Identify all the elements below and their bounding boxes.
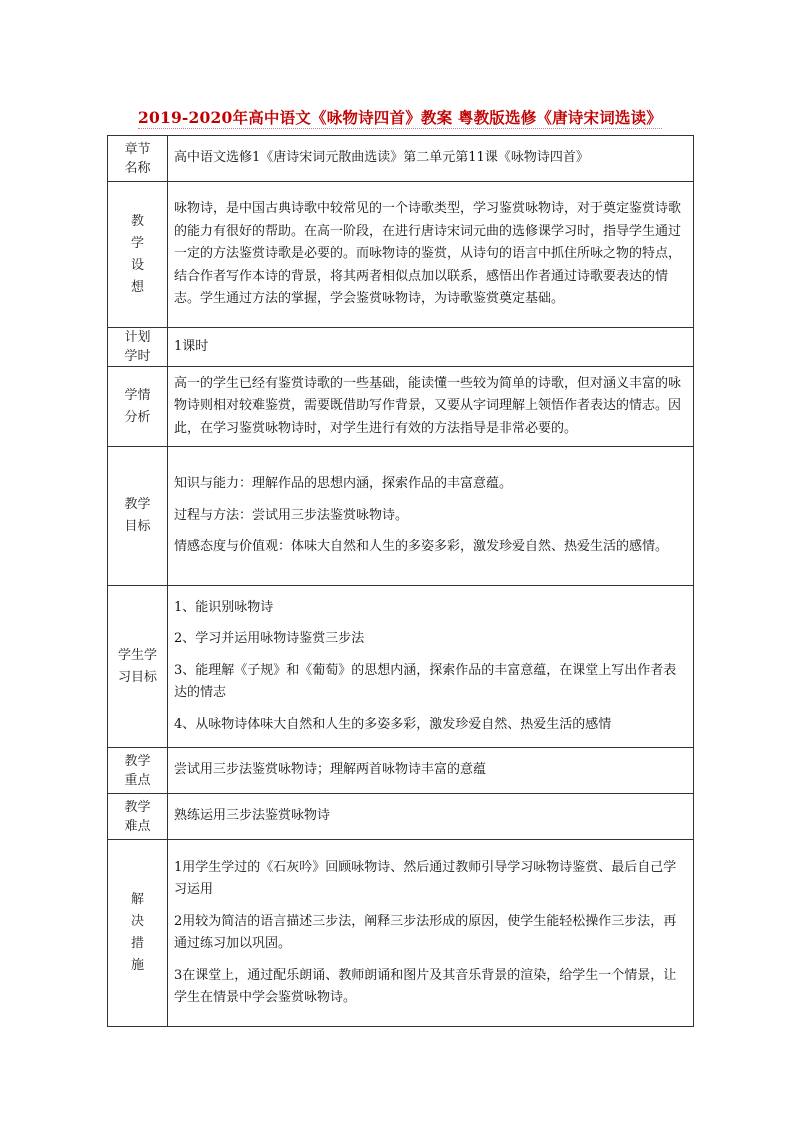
- row-content-design: [168, 182, 694, 328]
- content-paragraph: 高一的学生已经有鉴赏诗歌的一些基础，能读懂一些较为简单的诗歌，但对涵义丰富的咏物诗则相对较难鉴赏，需要既借助写作背景，又要从字词理解上领悟作者表达的情志。因此，在学习鉴赏咏物诗时，对学生进行有效的方法指导是非常必要的。: [174, 375, 682, 436]
- content-paragraph: 2用较为简洁的语言描述三步法，阐释三步法形成的原因，使学生能轻松操作三步法，再通过练习加以巩固。: [174, 913, 677, 951]
- label-line: 解: [130, 892, 144, 907]
- label-line: 目标: [124, 519, 151, 534]
- table-row-analysis: [108, 367, 694, 447]
- row-content-student-goals: [168, 586, 694, 748]
- content-paragraph: 过程与方法：尝试用三步法鉴赏咏物诗。: [174, 507, 409, 523]
- content-paragraph: 知识与能力：理解作品的思想内涵，探索作品的丰富意蕴。: [174, 476, 513, 492]
- content-paragraph: 咏物诗，是中国古典诗歌中较常见的一个诗歌类型，学习鉴赏咏物诗，对于奠定鉴赏诗歌的能力有很好的帮助。在高一阶段，在进行唐诗宋词元曲的选修课学习时，指导学生通过一定的方法鉴赏诗歌是必要的。而咏物诗的鉴赏，从诗句的语言中抓住所咏之物的特点，结合作者写作本诗的背景，将其两者相似点加以联系，感悟出作者通过诗歌要表达的情志。学生通过方法的掌握，学会鉴赏咏物诗，为诗歌鉴赏奠定基础。: [174, 201, 682, 307]
- row-label-student-goals: [108, 586, 168, 748]
- row-content-analysis: [168, 367, 694, 447]
- label-line: 章节: [124, 141, 151, 157]
- content-paragraph: 2、学习并运用咏物诗鉴赏三步法: [174, 631, 365, 647]
- label-line: 教学: [124, 497, 151, 512]
- label-line: 教: [130, 213, 144, 229]
- table-row-chapter: [108, 136, 694, 182]
- content-paragraph: 3、能理解《子规》和《葡萄》的思想内涵，探索作品的丰富意蕴，在课堂上写出作者表达的情志: [174, 662, 677, 701]
- label-line: 难点: [124, 818, 151, 834]
- table-row-student-goals: [108, 586, 694, 748]
- content-paragraph: 1、能识别咏物诗: [174, 599, 274, 615]
- label-line: 分析: [124, 409, 151, 425]
- label-line: 教学: [124, 753, 151, 769]
- row-label-key-points: [108, 748, 168, 794]
- document-title-text: 2019-2020年高中语文《咏物诗四首》教案 粤教版选修《唐诗宋词选读》: [137, 108, 662, 127]
- row-label-hours: [108, 328, 168, 367]
- label-line: 学情: [124, 387, 151, 403]
- row-content-key-points: [168, 748, 694, 794]
- lesson-plan-table: [107, 135, 694, 1027]
- table-row-design: [108, 182, 694, 328]
- row-label-analysis: [108, 367, 168, 447]
- table-row-goals: [108, 447, 694, 586]
- label-line: 想: [130, 279, 144, 295]
- label-line: 措: [130, 936, 144, 951]
- row-label-design: [108, 182, 168, 328]
- table-row-difficulties: [108, 794, 694, 840]
- content-paragraph: 高中语文选修1《唐诗宋词元散曲选读》第二单元第11课《咏物诗四首》: [174, 150, 589, 166]
- row-label-difficulties: [108, 794, 168, 840]
- table-row-measures: [108, 840, 694, 1027]
- label-line: 学时: [124, 349, 151, 364]
- content-paragraph: 尝试用三步法鉴赏咏物诗；理解两首咏物诗丰富的意蕴: [174, 762, 487, 778]
- label-line: 设: [130, 257, 144, 273]
- label-line: 学: [130, 235, 144, 251]
- content-paragraph: 4、从咏物诗体味大自然和人生的多姿多彩，激发珍爱自然、热爱生活的感情: [174, 716, 612, 732]
- label-line: 学生学: [117, 647, 157, 663]
- label-line: 施: [130, 958, 144, 973]
- label-line: 决: [130, 914, 144, 929]
- row-content-goals: [168, 447, 694, 586]
- row-label-chapter: [108, 136, 168, 182]
- label-line: 教学: [124, 799, 151, 815]
- row-content-chapter: [168, 136, 694, 182]
- row-label-goals: [108, 447, 168, 586]
- content-paragraph: 1用学生学过的《石灰吟》回顾咏物诗、然后通过教师引导学习咏物诗鉴赏、最后自己学习运用: [174, 859, 677, 897]
- content-paragraph: 1课时: [174, 338, 209, 354]
- row-label-measures: [108, 840, 168, 1027]
- content-paragraph: 3在课堂上，通过配乐朗诵、教师朗诵和图片及其音乐背景的渲染，给学生一个情景，让学生在情景中学会鉴赏咏物诗。: [174, 967, 677, 1005]
- row-content-measures: [168, 840, 694, 1027]
- table-row-hours: [108, 328, 694, 367]
- label-line: 习目标: [117, 669, 157, 685]
- row-content-hours: [168, 328, 694, 367]
- content-paragraph: 情感态度与价值观：体味大自然和人生的多姿多彩，激发珍爱自然、热爱生活的感情。: [174, 539, 669, 555]
- label-line: 重点: [124, 772, 151, 788]
- document-title: [0, 106, 800, 128]
- label-line: 计划: [124, 330, 151, 345]
- label-line: 名称: [124, 160, 151, 176]
- row-content-difficulties: [168, 794, 694, 840]
- table-row-key-points: [108, 748, 694, 794]
- content-paragraph: 熟练运用三步法鉴赏咏物诗: [174, 808, 331, 824]
